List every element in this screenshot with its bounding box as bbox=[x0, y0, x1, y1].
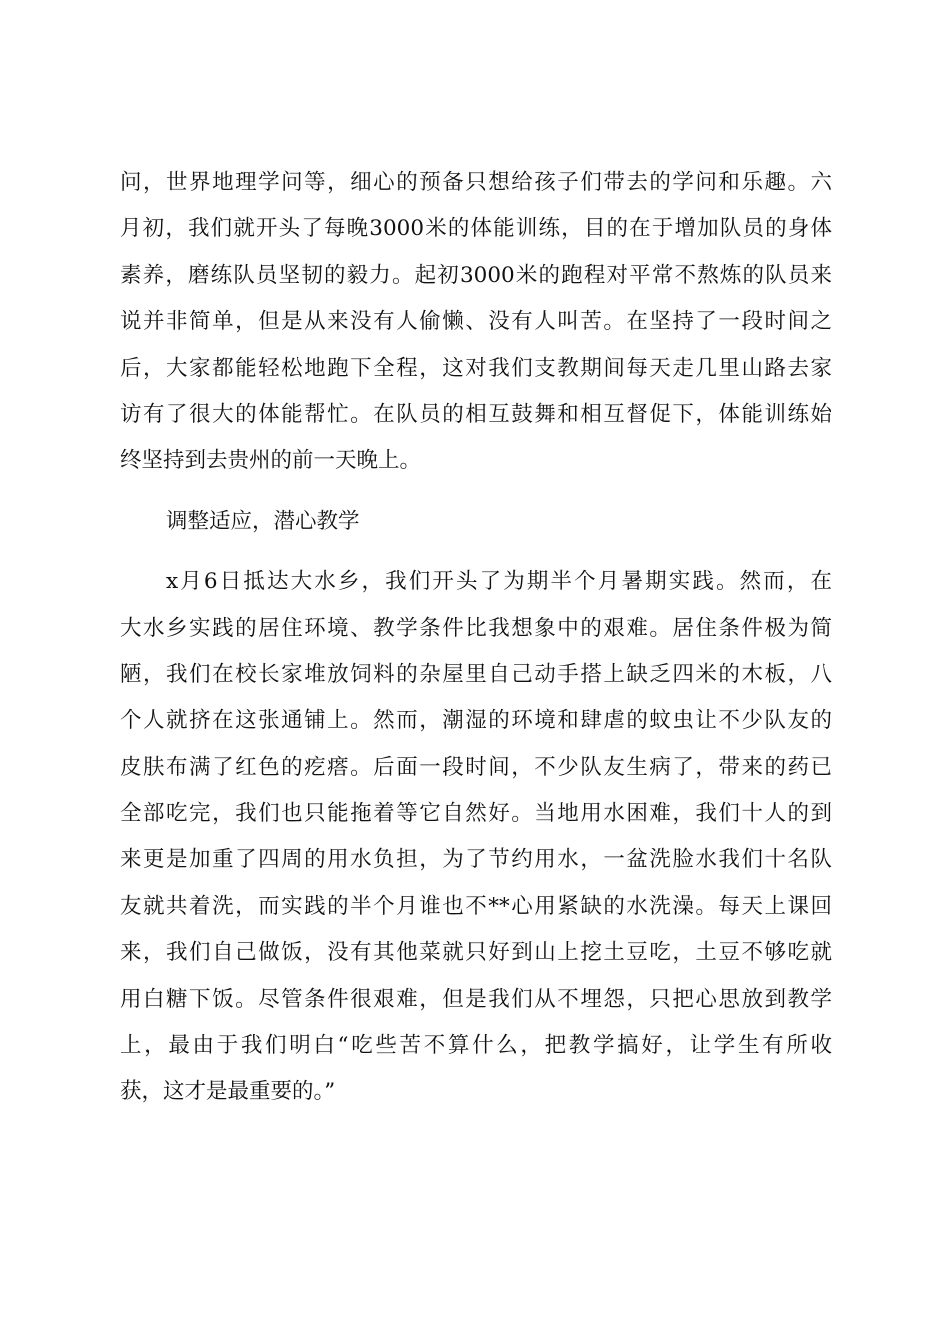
text-line: 获，这才是最重要的。” bbox=[120, 1079, 336, 1105]
text-line: 终坚持到去贵州的前一天晚上。 bbox=[120, 448, 422, 474]
text-line: 说并非简单，但是从来没有人偷懒、没有人叫苦。在坚持了一段时间之 bbox=[120, 309, 832, 335]
text-line: 友就共着洗，而实践的半个月谁也不**心用紧缺的水洗澡。每天上课回 bbox=[120, 893, 832, 919]
text-line: 大水乡实践的居住环境、教学条件比我想象中的艰难。居住条件极为简 bbox=[120, 615, 832, 641]
document-body bbox=[120, 160, 832, 1116]
text-line: 月初，我们就开头了每晚3000米的体能训练，目的在于增加队员的身体 bbox=[120, 216, 832, 242]
text-line: 访有了很大的体能帮忙。在队员的相互鼓舞和相互督促下，体能训练始 bbox=[120, 401, 832, 427]
paragraph-gap bbox=[120, 545, 832, 559]
text-line: 后，大家都能轻松地跑下全程，这对我们支教期间每天走几里山路去家 bbox=[120, 355, 832, 381]
text-line: 个人就挤在这张通铺上。然而，潮湿的环境和肆虐的蚊虫让不少队友的 bbox=[120, 708, 832, 734]
text-line: 用白糖下饭。尽管条件很艰难，但是我们从不埋怨，只把心思放到教学 bbox=[120, 986, 832, 1012]
text-line: 来更是加重了四周的用水负担，为了节约用水，一盆洗脸水我们十名队 bbox=[120, 847, 832, 873]
text-line: x月6日抵达大水乡，我们开头了为期半个月暑期实践。然而，在 bbox=[166, 569, 832, 595]
text-line: 来，我们自己做饭，没有其他菜就只好到山上挖土豆吃，土豆不够吃就 bbox=[120, 940, 832, 966]
section-heading: 调整适应，潜心教学 bbox=[166, 508, 360, 534]
text-line: 上，最由于我们明白“吃些苦不算什么，把教学搞好，让学生有所收 bbox=[120, 1033, 832, 1059]
text-line: 全部吃完，我们也只能拖着等它自然好。当地用水困难，我们十人的到 bbox=[120, 801, 832, 827]
text-line: 问，世界地理学问等，细心的预备只想给孩子们带去的学问和乐趣。六 bbox=[120, 170, 832, 195]
text-line: 素养，磨练队员坚韧的毅力。起初3000米的跑程对平常不熬炼的队员来 bbox=[120, 262, 832, 288]
paragraph-gap bbox=[120, 485, 832, 499]
text-line: 皮肤布满了红色的疙瘩。后面一段时间，不少队友生病了，带来的药已 bbox=[120, 754, 832, 780]
paragraph-preparation bbox=[120, 160, 832, 485]
text-line: 陋，我们在校长家堆放饲料的杂屋里自己动手搭上缺乏四米的木板，八 bbox=[120, 661, 832, 687]
paragraph-adjustment bbox=[120, 559, 832, 1116]
